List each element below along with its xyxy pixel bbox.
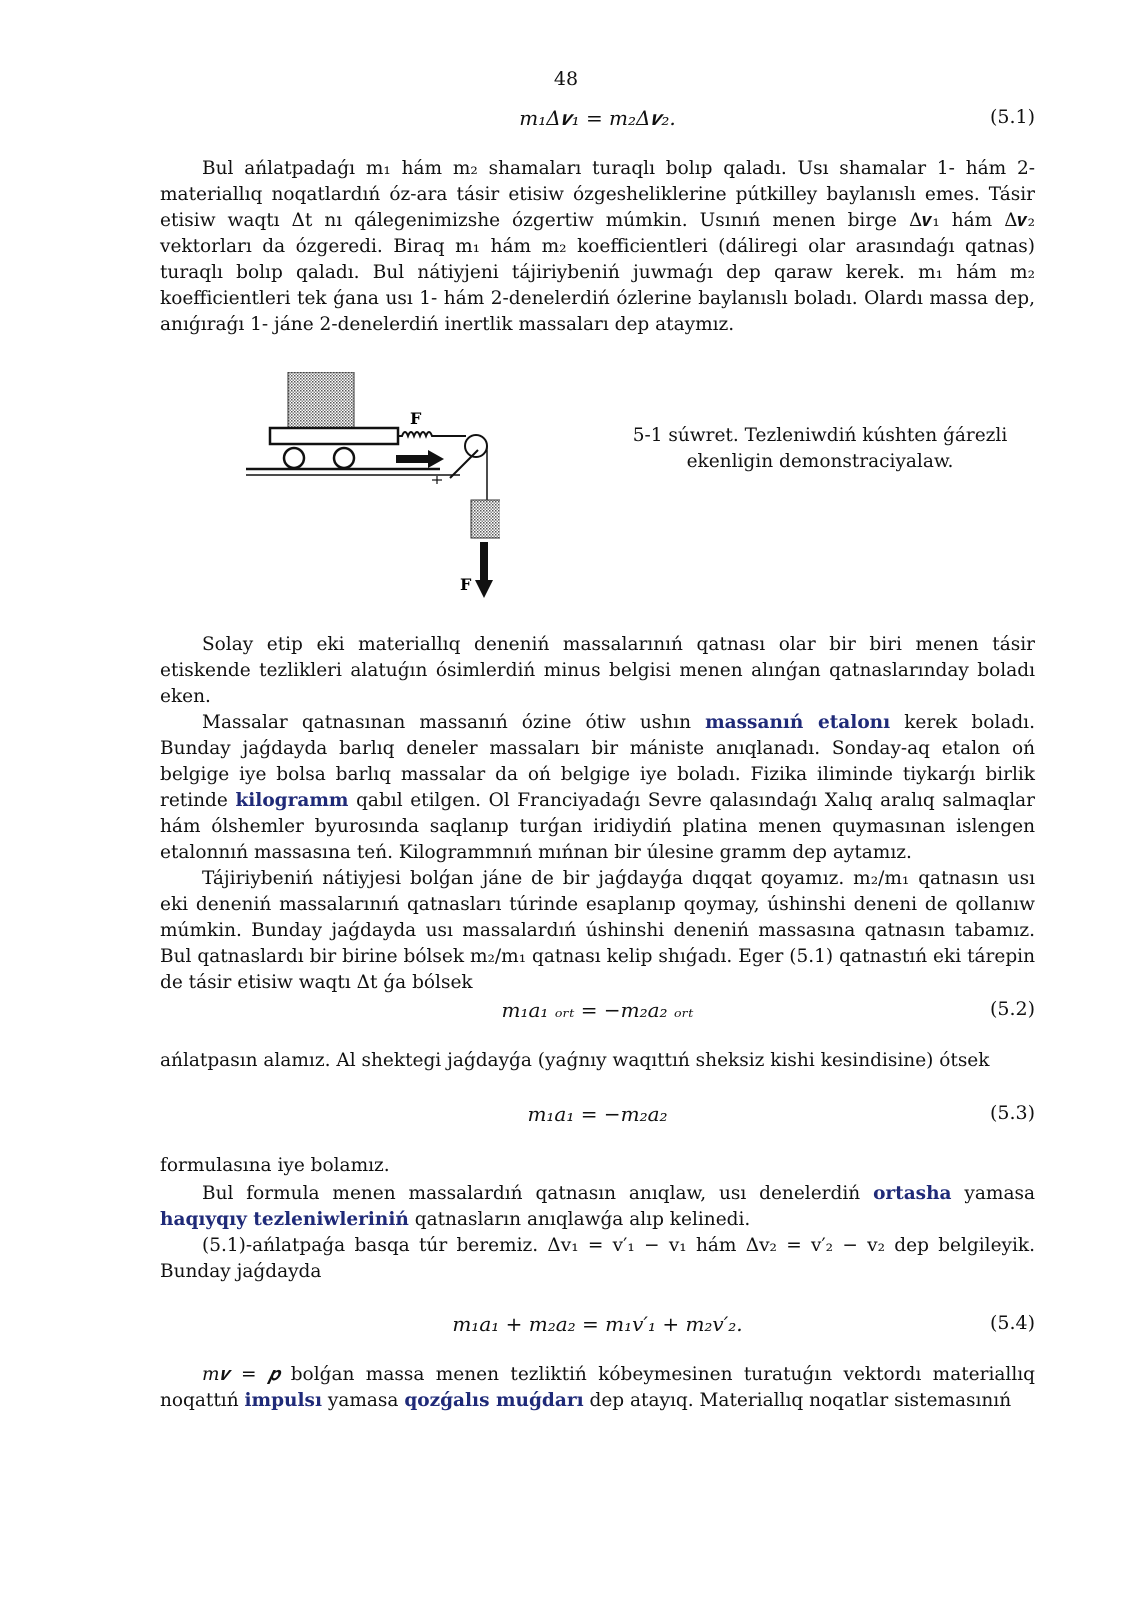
wheel-right [334, 448, 354, 468]
text-run: yamasa [951, 1183, 1035, 1204]
paragraph-2: Solay etip eki materiallıq deneniń massalarınıń qatnası olar bir biri menen tásir etiskende tezlikleri alatuǵın ósimlerdiń minus belgisi menen alınǵan qatnaslarınday boladı eken. [160, 634, 1035, 707]
paragraph-7 [160, 1181, 1035, 1233]
term-kilogram: kilogramm [235, 790, 349, 811]
paragraph-1: Bul ańlatpadaǵı m₁ hám m₂ shamaları turaqlı bolıp qaladı. Usı shamalar 1- hám 2-materiallıq noqatlardıń óz-ara tásir etisiw ózgesheliklerine pútkilley baylanıslı emes. Tásir etisiw waqtı Δt nı qálegenimizshe ózgertiw múmkin. Usınıń menen birge Δ𝒗₁ hám Δ𝒗₂ vektorları da ózgeredi. Biraq m₁ hám m₂ koefficientleri (dáliregi olar arasındaǵı qatnas) turaqlı bolıp qaladı. Bul nátiyjeni tájiriybeniń juwmaǵı dep qaraw kerek. m₁ hám m₂ koefficientleri tek ǵana usı 1- hám 2-denelerdiń ózlerine baylanıslı boladı. Olardı massa dep, anıǵıraǵı 1- jáne 2-denelerdiń inertlik massaları dep ataymız. [160, 158, 1035, 335]
term-average: ortasha [873, 1183, 952, 1204]
equation-number: (5.1) [989, 106, 1035, 128]
page-number: 48 [553, 68, 579, 90]
equation-number: (5.4) [989, 1312, 1035, 1334]
text-run: Massalar qatnasınan massanıń ózine ótiw ushın [202, 712, 706, 733]
paragraph-9 [160, 1362, 1035, 1414]
paragraph-4: Tájiriybeniń nátiyjesi bolǵan jáne de bir jaǵdayǵa dıqqat qoyamız. m₂/m₁ qatnasın usı eki deneniń massalarınıń qatnasları túrinde esaplanıp qoymay, úshinshi deneni de qollanıw múmkin. Bunday jaǵdayda usı massalardıń úshinshi deneniń massasına qatnasın tabamız. Bul qatnaslardı bir birine bólsek m₂/m₁ qatnası kelip shıǵadı. Eger (5.1) qatnastıń eki tárepin de tásir etisiw waqtı Δt ǵa bólsek [160, 868, 1035, 993]
arrow-down-icon [475, 580, 493, 598]
arrow-right-icon [428, 450, 444, 468]
text-run: yamasa [321, 1390, 405, 1411]
paragraph-3 [160, 710, 1035, 866]
term-mass-etalon: massanıń etalonı [705, 712, 891, 733]
text-run: kerek boladı. Bunday jaǵdayda barlıq deneler massaları bir mániste anıqlanadı. Sonday-aq etalon oń belgige iye bolsa barlıq massalar da oń belgige iye boladı. Fizika iliminde tiykarǵı birlik retinde [160, 712, 1035, 811]
force-label-bottom: F [460, 575, 472, 594]
spring [398, 432, 466, 436]
equation-5-3 [160, 1102, 1035, 1130]
equation-formula: m₁a₁ ₒᵣₜ = −m₂a₂ ₒᵣₜ [501, 998, 694, 1022]
load-block [288, 372, 354, 428]
cart-platform [270, 428, 398, 444]
force-label-top: F [410, 409, 422, 428]
paragraph-6: formulasına iye bolamız. [160, 1155, 390, 1176]
term-momentum: qozǵalıs muǵdarı [404, 1390, 584, 1411]
paragraph-5: ańlatpasın alamız. Al shektegi jaǵdayǵa (yaǵnıy waqıttıń sheksiz kishi kesindisine) ótsek [160, 1050, 990, 1071]
equation-formula: m₁Δ𝒗₁ = m₂Δ𝒗₂. [519, 106, 676, 130]
pulley [465, 435, 487, 457]
paragraph-8: (5.1)-ańlatpaǵa basqa túr beremiz. Δv₁ = v′₁ − v₁ hám Δv₂ = v′₂ − v₂ dep belgileyik. Bunday jaǵdayda [160, 1235, 1035, 1282]
equation-number: (5.3) [989, 1102, 1035, 1124]
text-run: dep atayıq. Materiallıq noqatlar sistemasınıń [583, 1390, 1012, 1411]
text-run: bolǵan massa menen tezliktiń kóbeymesinen turatuǵın vektordı materiallıq noqattıń [160, 1364, 1035, 1411]
impulse-formula: m𝒗 = 𝒑 [202, 1364, 280, 1385]
hanging-weight [471, 500, 500, 538]
term-impulse: impulsı [244, 1390, 322, 1411]
text-run: qabıl etilgen. Ol Franciyadaǵı Sevre qalasındaǵı Xalıq aralıq salmaqlar hám ólshemler byurosında saqlanıp turǵan iridiydiń platina menen quymasınan islengen etalonnıń massasına teń. Kilogrammnıń mıńnan bir úlesine gramm dep aytamız. [160, 790, 1035, 863]
equation-number: (5.2) [989, 998, 1035, 1020]
figure-cart-spring-pulley [240, 372, 500, 608]
equation-5-2 [160, 998, 1035, 1026]
equation-5-1 [160, 106, 1035, 134]
equation-formula: m₁a₁ + m₂a₂ = m₁v′₁ + m₂v′₂. [452, 1312, 743, 1336]
figure-caption: 5-1 súwret. Tezleniwdiń kúshten ǵárezli ekenligin demonstraciyalaw. [632, 425, 1008, 472]
wheel-left [284, 448, 304, 468]
equation-5-4 [160, 1312, 1035, 1340]
text-run: Bul formula menen massalardıń qatnasın anıqlaw, usı denelerdiń [202, 1183, 874, 1204]
term-true-acceleration: haqıyqıy tezleniwleriniń [160, 1209, 409, 1230]
equation-formula: m₁a₁ = −m₂a₂ [527, 1102, 668, 1126]
text-run: qatnasların anıqlawǵa alıp kelinedi. [408, 1209, 751, 1230]
